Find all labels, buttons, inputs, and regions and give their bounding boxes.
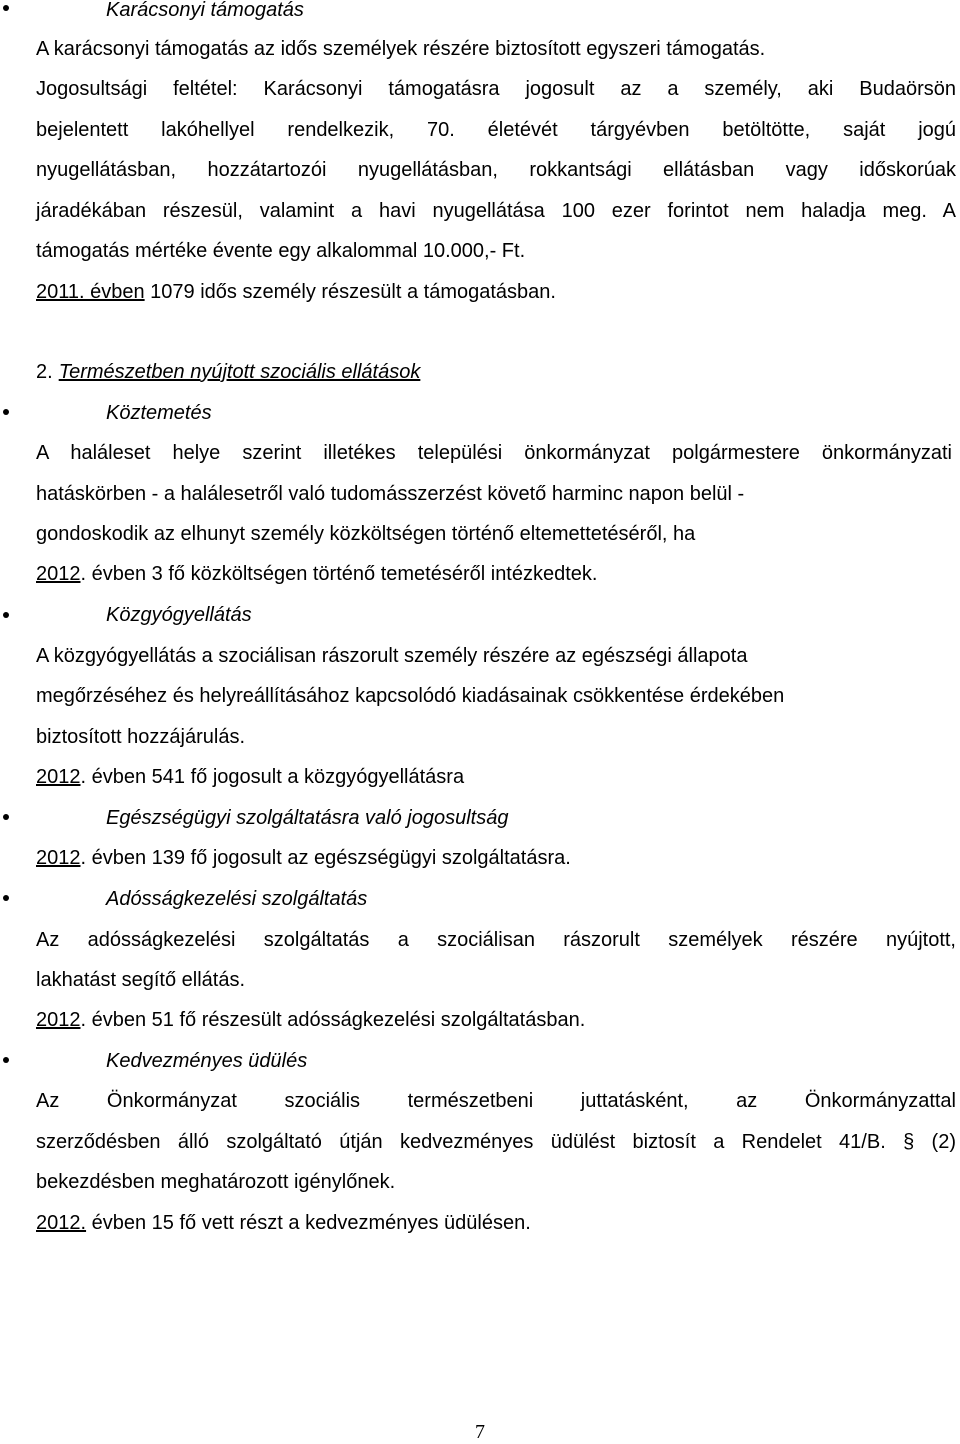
stat-text: évben 15 fő vett részt a kedvezményes üdülésen. xyxy=(86,1212,531,1234)
paragraph-line: lakhatást segítő ellátás. xyxy=(36,969,246,991)
paragraph-line: bekezdésben meghatározott igénylőnek. xyxy=(36,1171,396,1193)
bullet-icon xyxy=(3,5,9,11)
paragraph-line: Jogosultsági feltétel: Karácsonyi támogatásra jogosult az a személy, aki Budaörsön xyxy=(36,78,956,100)
stat-line xyxy=(36,1211,531,1235)
kozgyogyellatas-heading: Közgyógyellátás xyxy=(106,604,252,626)
paragraph-line: Az adósságkezelési szolgáltatás a szociálisan rászorult személyek részére nyújtott, xyxy=(36,929,956,951)
bullet-icon xyxy=(3,1057,9,1063)
egeszsegugyi-heading: Egészségügyi szolgáltatásra való jogosultság xyxy=(106,807,509,829)
stat-year: 2012 xyxy=(36,563,81,585)
kedvezmenyes-udules-heading: Kedvezményes üdülés xyxy=(106,1050,308,1072)
stat-text: . évben 51 fő részesült adósságkezelési szolgáltatásban. xyxy=(80,1009,586,1031)
stat-line xyxy=(36,765,464,789)
paragraph-line: hatáskörben - a halálesetről való tudomásszerzést követő harminc napon belül - xyxy=(36,483,745,505)
section-heading xyxy=(36,360,420,384)
paragraph-line: A közgyógyellátás a szociálisan rászorult személy részére az egészségi állapota xyxy=(36,645,748,667)
paragraph-line: Az Önkormányzat szociális természetbeni juttatásként, az Önkormányzattal xyxy=(36,1090,956,1112)
paragraph-line: megőrzéséhez és helyreállításához kapcsolódó kiadásainak csökkentése érdekében xyxy=(36,685,785,707)
page-number: 7 xyxy=(475,1421,485,1443)
bullet-icon xyxy=(3,895,9,901)
stat-text: . évben 541 fő jogosult a közgyógyellátásra xyxy=(80,766,465,788)
section-number: 2. xyxy=(36,361,53,383)
koztemetes-heading: Köztemetés xyxy=(106,402,212,424)
stat-text: . évben 3 fő közköltségen történő temetéséről intézkedtek. xyxy=(80,563,598,585)
paragraph-line: járadékában részesül, valamint a havi nyugellátása 100 ezer forintot nem haladja meg. A xyxy=(36,200,956,222)
bullet-icon xyxy=(3,612,9,618)
stat-text: 1079 idős személy részesült a támogatásban. xyxy=(144,281,556,303)
paragraph-line: bejelentett lakóhellyel rendelkezik, 70. életévét tárgyévben betöltötte, saját jogú xyxy=(36,119,956,141)
bullet-icon xyxy=(3,409,9,415)
stat-line xyxy=(36,562,597,586)
stat-year: 2012 xyxy=(36,847,81,869)
paragraph-line: biztosított hozzájárulás. xyxy=(36,726,245,748)
stat-year: 2012 xyxy=(36,1009,81,1031)
paragraph-line: gondoskodik az elhunyt személy közköltségen történő eltemettetéséről, ha xyxy=(36,523,696,545)
bullet-icon xyxy=(3,814,9,820)
paragraph-line: nyugellátásban, hozzátartozói nyugellátásban, rokkantsági ellátásban vagy időskorúak xyxy=(36,159,956,181)
stat-line xyxy=(36,1008,585,1032)
paragraph-line: A haláleset helye szerint illetékes települési önkormányzat polgármestere önkormányzati xyxy=(36,442,952,464)
paragraph-line: szerződésben álló szolgáltató útján kedvezményes üdülést biztosít a Rendelet 41/B. § (2) xyxy=(36,1131,956,1153)
stat-year: 2012. xyxy=(36,1212,87,1234)
section-title: Természetben nyújtott szociális ellátások xyxy=(58,361,421,383)
stat-line xyxy=(36,280,556,304)
paragraph-line: támogatás mértéke évente egy alkalommal 10.000,- Ft. xyxy=(36,240,526,262)
stat-year: 2012 xyxy=(36,766,81,788)
paragraph-line: A karácsonyi támogatás az idős személyek részére biztosított egyszeri támogatás. xyxy=(36,38,766,60)
stat-year: 2011. évben xyxy=(36,281,145,303)
stat-line xyxy=(36,846,571,870)
karacsonyi-heading: Karácsonyi támogatás xyxy=(106,0,304,21)
adossagkezelesi-heading: Adósságkezelési szolgáltatás xyxy=(106,888,368,910)
stat-text: . évben 139 fő jogosult az egészségügyi szolgáltatásra. xyxy=(80,847,571,869)
